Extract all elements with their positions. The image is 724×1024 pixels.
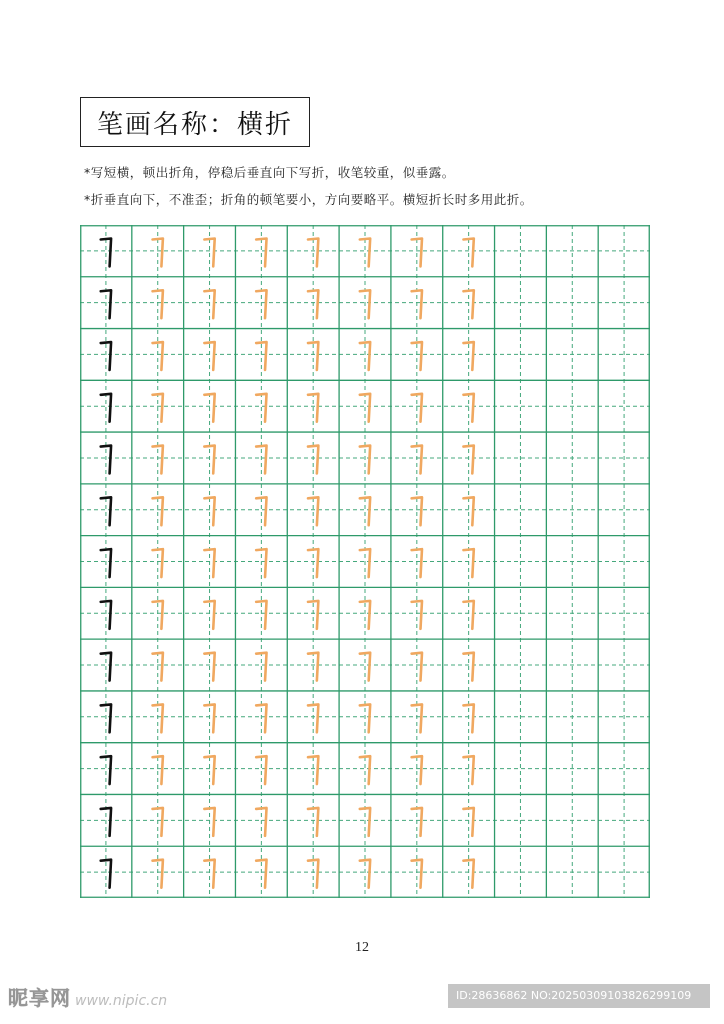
site-watermark (8, 982, 167, 1011)
image-id-bar: ID:28636862 NO:20250309103826299109 (448, 984, 710, 1008)
practice-grid (80, 225, 650, 898)
instruction-note-2: *折垂直向下，不准歪；折角的顿笔要小，方向要略平。横短折长时多用此折。 (84, 192, 533, 207)
stroke-title-box (80, 97, 310, 147)
watermark-url: www.nipic.cn (75, 993, 168, 1009)
instruction-note-1: *写短横，顿出折角，停稳后垂直向下写折，收笔较重，似垂露。 (84, 165, 455, 180)
practice-grid-svg (80, 225, 650, 898)
stroke-title: 笔画名称：横折 (96, 109, 293, 140)
watermark-logo: 昵享网 (8, 986, 71, 1010)
page-number: 12 (355, 940, 369, 955)
